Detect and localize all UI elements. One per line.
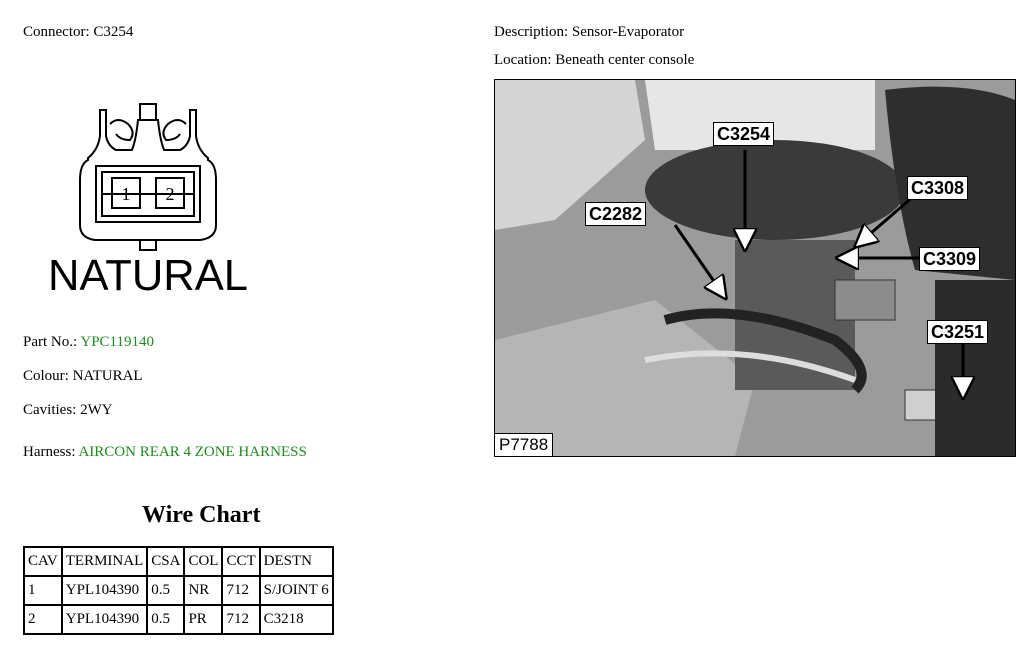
- part-no-label: Part No.:: [23, 334, 78, 350]
- header-destn: DESTN: [260, 547, 333, 576]
- description-line: [494, 24, 684, 41]
- connector-colour-text: NATURAL: [48, 251, 248, 300]
- cell-destn: S/JOINT 6: [260, 576, 333, 605]
- cell-col: PR: [184, 605, 222, 634]
- connector-face-drawing: [40, 100, 270, 300]
- header-cav: CAV: [24, 547, 62, 576]
- cell-cav: 1: [24, 576, 62, 605]
- cell-cav: 2: [24, 605, 62, 634]
- location-label: Location:: [494, 52, 552, 68]
- cell-destn: C3218: [260, 605, 333, 634]
- colour-value: NATURAL: [72, 368, 143, 384]
- cavity-2-label: 2: [165, 184, 175, 204]
- header-terminal: TERMINAL: [62, 547, 148, 576]
- cavity-1-label: 1: [121, 184, 131, 204]
- callout-c3309: C3309: [919, 247, 980, 271]
- harness-label: Harness:: [23, 444, 76, 460]
- description-value: Sensor-Evaporator: [571, 24, 685, 40]
- cell-csa: 0.5: [147, 576, 184, 605]
- wire-chart-title: Wire Chart: [142, 502, 261, 528]
- callout-c3251: C3251: [927, 320, 988, 344]
- header-cct: CCT: [222, 547, 259, 576]
- part-no-line: [23, 334, 154, 351]
- callout-c2282: C2282: [585, 202, 646, 226]
- cell-csa: 0.5: [147, 605, 184, 634]
- header-csa: CSA: [147, 547, 184, 576]
- harness-link[interactable]: AIRCON REAR 4 ZONE HARNESS: [78, 444, 307, 460]
- photo-id-label: P7788: [495, 433, 553, 456]
- connector-line: [23, 24, 133, 41]
- part-no-link[interactable]: YPC119140: [80, 334, 154, 350]
- description-label: Description:: [494, 24, 569, 40]
- location-line: [494, 52, 694, 69]
- cell-terminal: YPL104390: [62, 605, 148, 634]
- wire-chart-table: [23, 546, 334, 635]
- table-row: [24, 605, 333, 634]
- location-value: Beneath center console: [555, 52, 695, 68]
- cell-terminal: YPL104390: [62, 576, 148, 605]
- location-photo: [494, 79, 1016, 457]
- table-row: [24, 576, 333, 605]
- cell-cct: 712: [222, 605, 259, 634]
- connector-value: C3254: [93, 24, 134, 40]
- connector-label: Connector:: [23, 24, 90, 40]
- cavities-label: Cavities:: [23, 402, 77, 418]
- callout-c3254: C3254: [713, 122, 774, 146]
- colour-line: [23, 368, 143, 385]
- wire-chart-header-row: [24, 547, 333, 576]
- colour-label: Colour:: [23, 368, 69, 384]
- cell-col: NR: [184, 576, 222, 605]
- cavities-value: 2WY: [80, 402, 113, 418]
- cavities-line: [23, 402, 113, 419]
- header-col: COL: [184, 547, 222, 576]
- callout-c3308: C3308: [907, 176, 968, 200]
- cell-cct: 712: [222, 576, 259, 605]
- harness-line: [23, 444, 307, 461]
